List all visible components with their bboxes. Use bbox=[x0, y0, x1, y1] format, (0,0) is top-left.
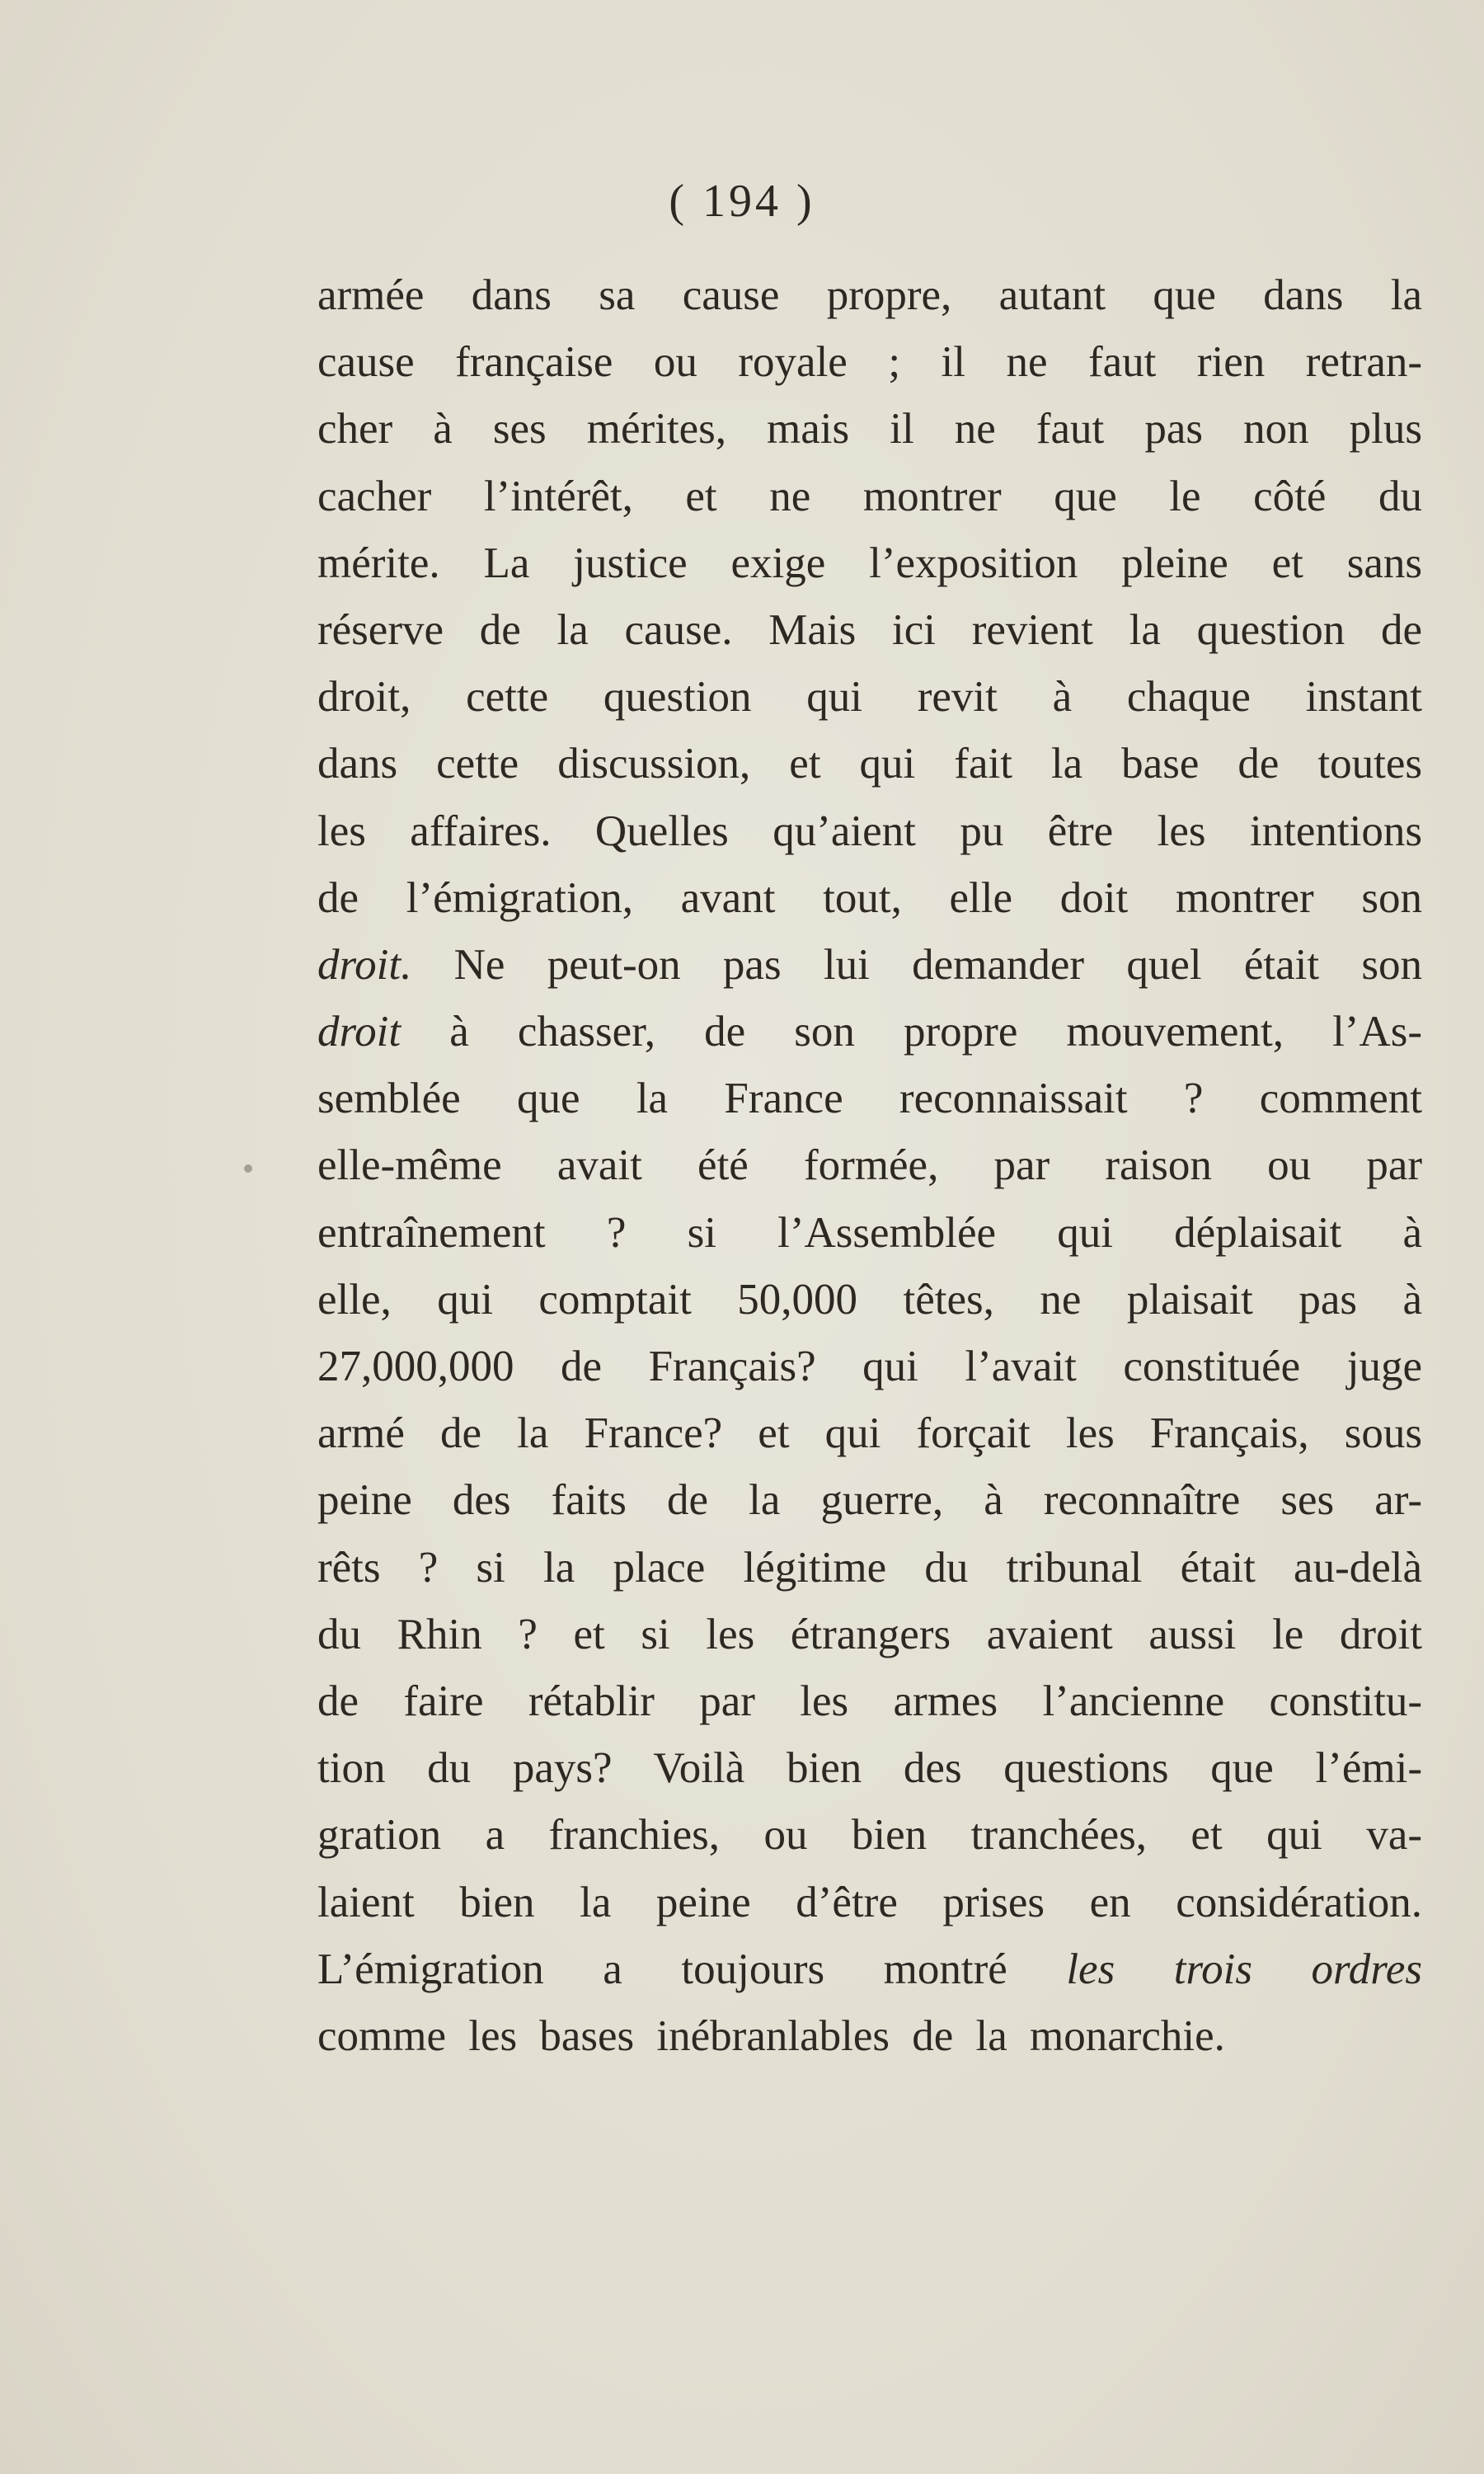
text-line: cher à ses mérites, mais il ne faut pas non plus bbox=[317, 405, 1422, 454]
italic-phrase: les trois ordres bbox=[1066, 1945, 1422, 1993]
page-body-text bbox=[317, 262, 1422, 2070]
text-line bbox=[317, 999, 1422, 1065]
text-line bbox=[317, 932, 1422, 999]
text-line: de faire rétablir par les armes l’ancienne constitu- bbox=[317, 1677, 1422, 1725]
text-line: cacher l’intérêt, et ne montrer que le côté du bbox=[317, 472, 1422, 520]
text-line: elle-même avait été formée, par raison ou par bbox=[317, 1141, 1422, 1190]
text-line: les affaires. Quelles qu’aient pu être les intentions bbox=[317, 807, 1422, 855]
text-line: laient bien la peine d’être prises en considération. bbox=[317, 1878, 1422, 1926]
page-number: ( 194 ) bbox=[669, 176, 815, 227]
text-line bbox=[317, 1936, 1422, 2003]
text-line: mérite. La justice exige l’exposition pleine et sans bbox=[317, 539, 1422, 587]
text-line: tion du pays? Voilà bien des questions que l’émi- bbox=[317, 1744, 1422, 1793]
line-remainder: Ne peut-on pas lui demander quel était son bbox=[411, 940, 1422, 989]
text-line: 27,000,000 de Français? qui l’avait constituée juge bbox=[317, 1343, 1422, 1390]
text-line: dans cette discussion, et qui fait la base de toutes bbox=[317, 740, 1422, 788]
italic-word: droit. bbox=[317, 940, 412, 989]
text-line: comme les bases inébranlables de la monarchie. bbox=[317, 2011, 1225, 2060]
line-lead: L’émigration a toujours montré bbox=[317, 1945, 1067, 1993]
text-line: peine des faits de la guerre, à reconnaître ses ar- bbox=[317, 1476, 1422, 1525]
paper-speck bbox=[244, 1164, 252, 1173]
text-line: gration a franchies, ou bien tranchées, et qui va- bbox=[317, 1811, 1422, 1860]
text-line: de l’émigration, avant tout, elle doit montrer son bbox=[317, 873, 1422, 922]
text-line: armée dans sa cause propre, autant que dans la bbox=[317, 271, 1422, 319]
text-line: du Rhin ? et si les étrangers avaient aussi le droit bbox=[317, 1610, 1422, 1658]
text-line: entraînement ? si l’Assemblée qui déplaisait à bbox=[317, 1208, 1422, 1257]
text-line: réserve de la cause. Mais ici revient la question de bbox=[317, 605, 1422, 654]
text-line: elle, qui comptait 50,000 têtes, ne plaisait pas à bbox=[317, 1275, 1422, 1324]
text-line: armé de la France? et qui forçait les Français, sous bbox=[317, 1409, 1422, 1458]
line-remainder: à chasser, de son propre mouvement, l’As- bbox=[401, 1008, 1422, 1056]
text-line: droit, cette question qui revit à chaque instant bbox=[317, 673, 1422, 722]
italic-word: droit bbox=[317, 1008, 402, 1056]
text-line: semblée que la France reconnaissait ? comment bbox=[317, 1075, 1422, 1123]
text-line: rêts ? si la place légitime du tribunal était au-delà bbox=[317, 1543, 1422, 1592]
text-line: cause française ou royale ; il ne faut rien retran- bbox=[317, 338, 1422, 387]
